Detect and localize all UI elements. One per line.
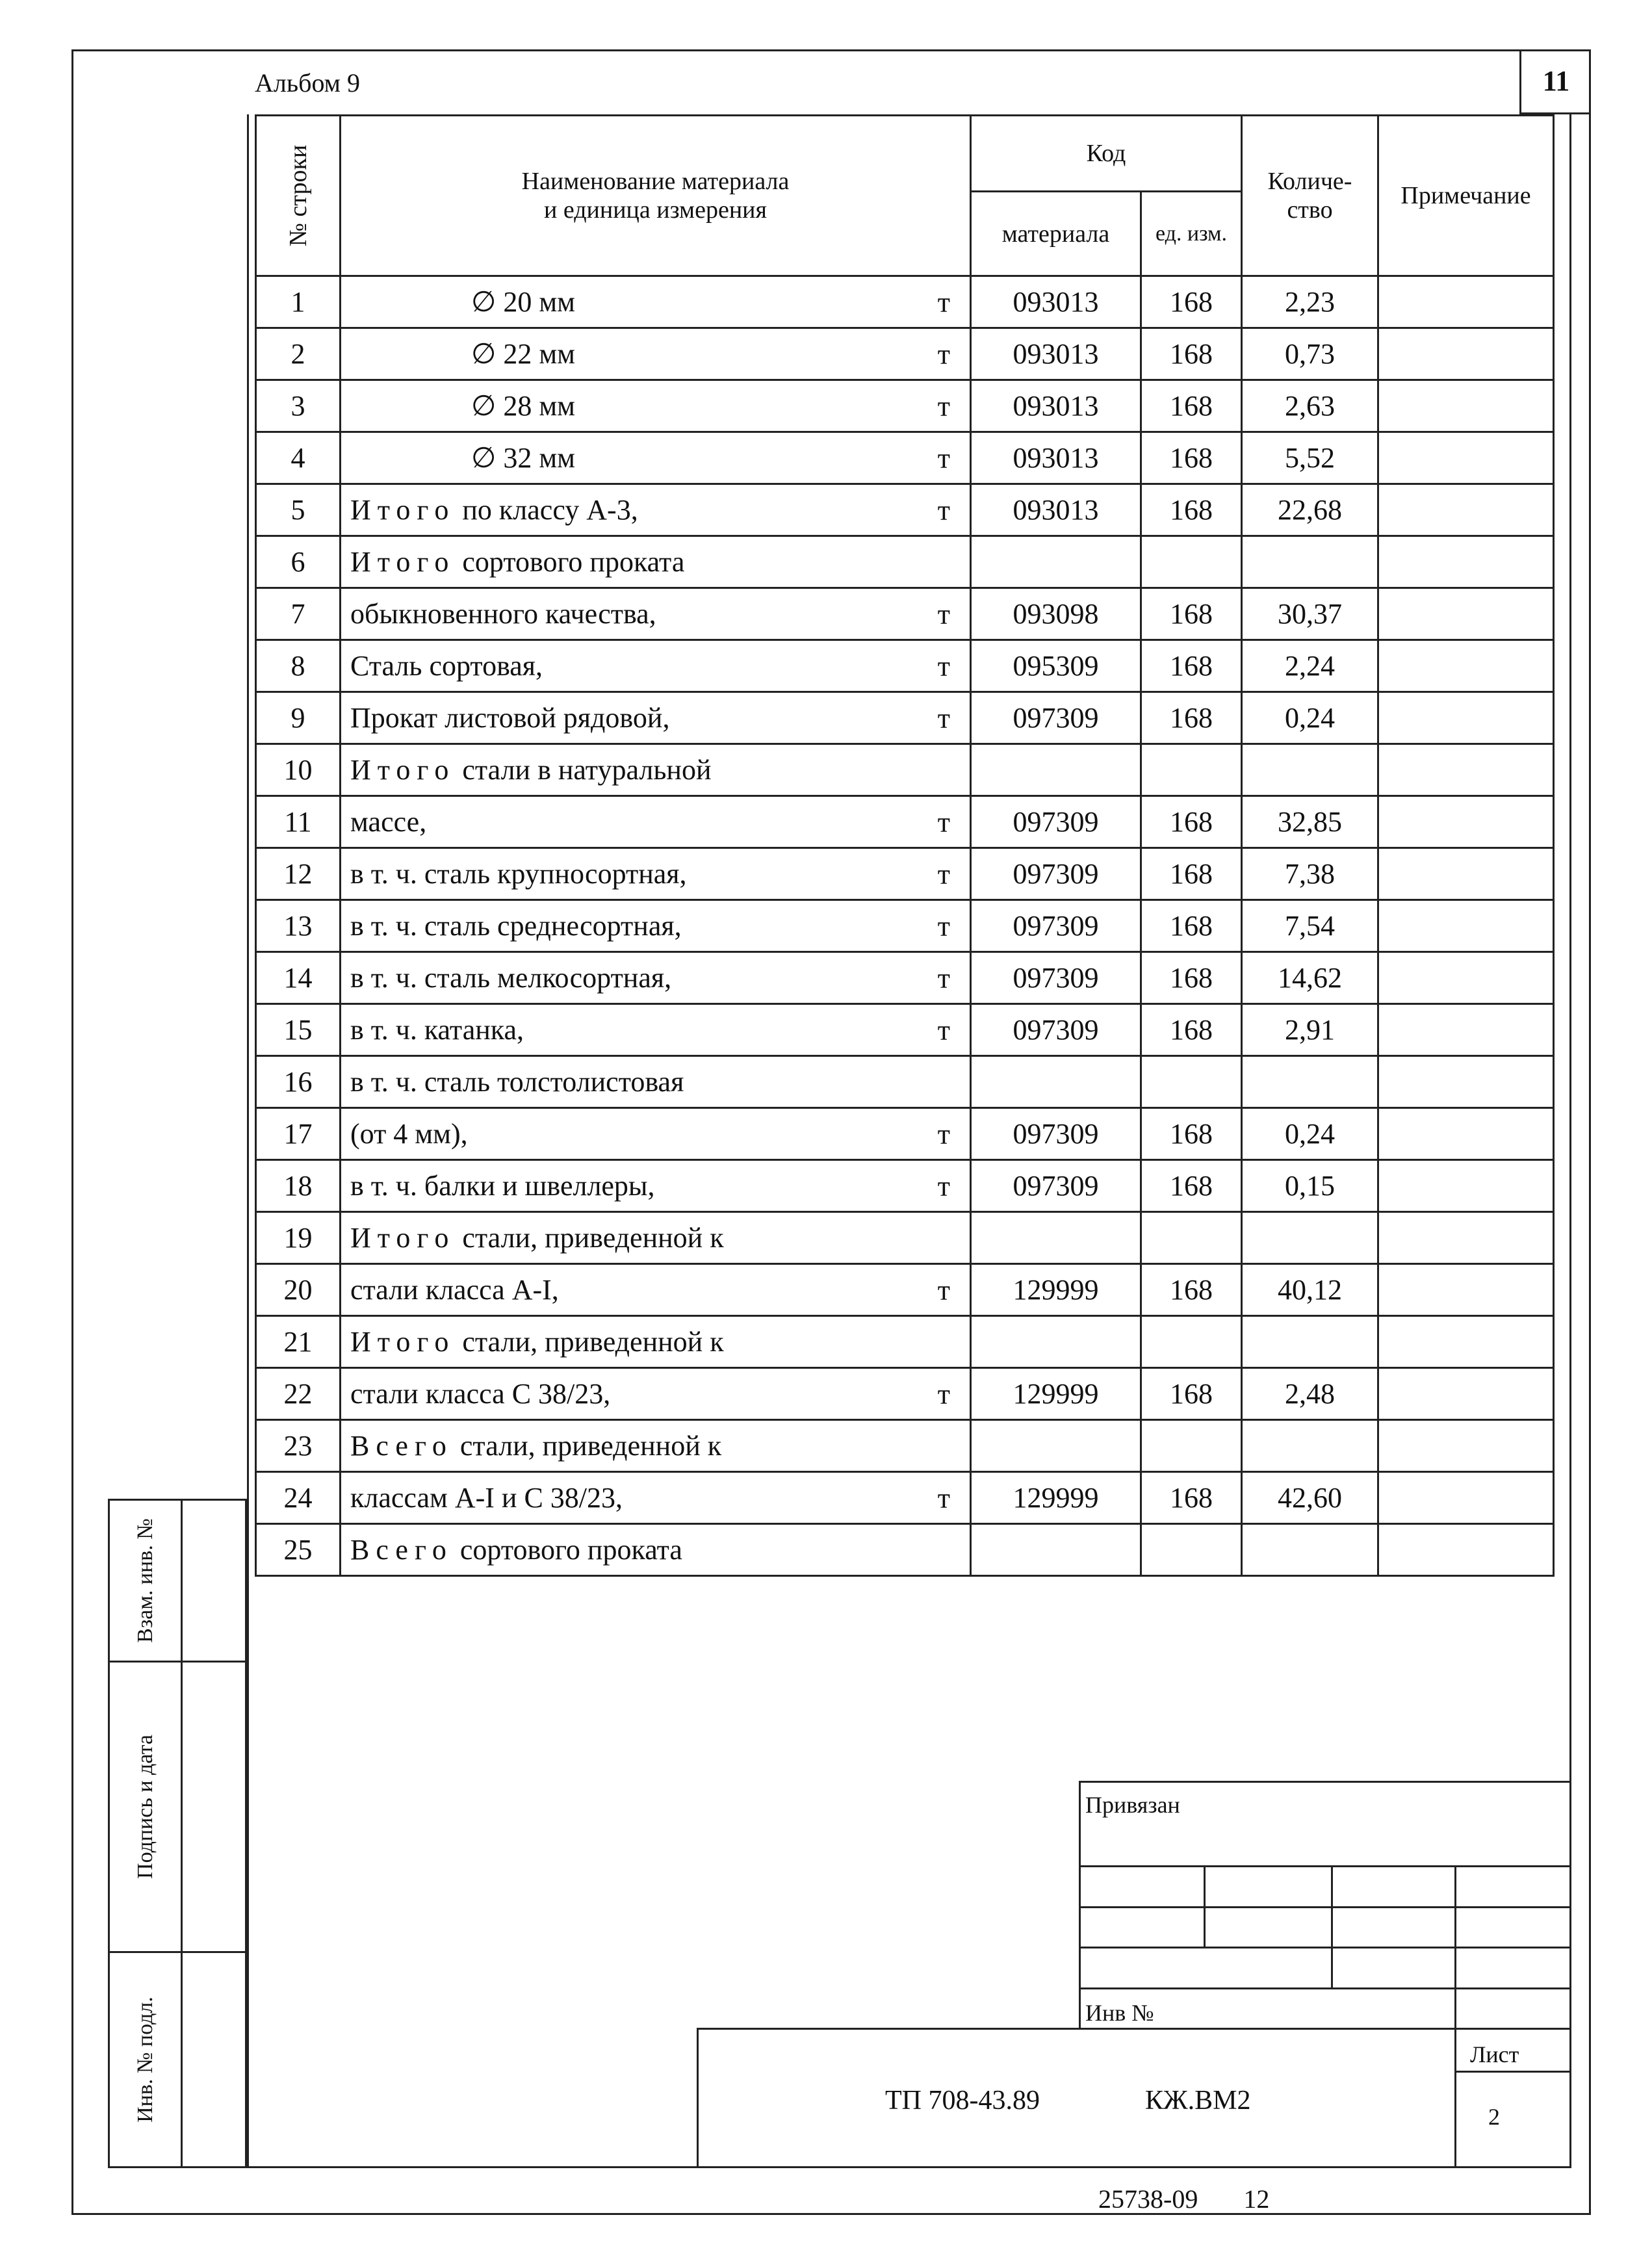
note [1378, 1524, 1554, 1576]
table-row [256, 1264, 1554, 1316]
note [1378, 1316, 1554, 1368]
quantity: 0,24 [1242, 1108, 1378, 1160]
material-name-text: Прокат листовой рядовой, [350, 702, 670, 734]
unit-code: 168 [1141, 432, 1242, 484]
material-name [341, 1160, 971, 1212]
note [1378, 1108, 1554, 1160]
material-name-text: в т. ч. сталь мелкосортная, [350, 962, 672, 994]
table-row [256, 848, 1554, 900]
material-name-text: в т. ч. катанка, [350, 1014, 524, 1046]
note [1378, 692, 1554, 744]
material-code [971, 1316, 1141, 1368]
row-number: 1 [256, 276, 341, 328]
row-number: 14 [256, 952, 341, 1004]
material-name-text: стали класса А-I, [350, 1274, 559, 1306]
sheet-value: 2 [1488, 2104, 1500, 2130]
side-stamp-podpis: Подпись и дата [108, 1661, 247, 1953]
quantity [1242, 744, 1378, 796]
material-name [341, 692, 971, 744]
note [1378, 380, 1554, 432]
row-number: 18 [256, 1160, 341, 1212]
table-row [256, 484, 1554, 536]
note [1378, 432, 1554, 484]
material-name [341, 1472, 971, 1524]
side-stamp-vzam: Взам. инв. № [108, 1499, 247, 1663]
quantity: 7,38 [1242, 848, 1378, 900]
quantity: 42,60 [1242, 1472, 1378, 1524]
note [1378, 1472, 1554, 1524]
material-name-text: в т. ч. сталь крупносортная, [350, 858, 687, 890]
note [1378, 744, 1554, 796]
unit-code: 168 [1141, 952, 1242, 1004]
note [1378, 1368, 1554, 1420]
doc-mark: КЖ.ВМ2 [1145, 2086, 1251, 2116]
note [1378, 276, 1554, 328]
unit-label: т [937, 598, 950, 630]
unit-code: 168 [1141, 276, 1242, 328]
material-code [971, 1056, 1141, 1108]
material-name-text: стали класса С 38/23, [350, 1378, 611, 1410]
unit-label: т [937, 1014, 950, 1046]
material-code: 097309 [971, 796, 1141, 848]
row-number: 19 [256, 1212, 341, 1264]
note [1378, 952, 1554, 1004]
unit-code [1141, 1420, 1242, 1472]
unit-code: 168 [1141, 900, 1242, 952]
note [1378, 1212, 1554, 1264]
table-row [256, 900, 1554, 952]
table-row [256, 1056, 1554, 1108]
table-row [256, 1108, 1554, 1160]
material-code: 093098 [971, 588, 1141, 640]
table-row [256, 328, 1554, 380]
unit-code: 168 [1141, 1368, 1242, 1420]
table-row [256, 1368, 1554, 1420]
album-label: Альбом 9 [255, 68, 360, 97]
unit-label: т [937, 702, 950, 734]
quantity: 30,37 [1242, 588, 1378, 640]
table-row [256, 692, 1554, 744]
note [1378, 484, 1554, 536]
row-number: 3 [256, 380, 341, 432]
quantity: 2,48 [1242, 1368, 1378, 1420]
quantity: 2,23 [1242, 276, 1378, 328]
unit-code: 168 [1141, 692, 1242, 744]
table-row [256, 588, 1554, 640]
unit-label: т [937, 494, 950, 526]
row-number: 7 [256, 588, 341, 640]
quantity: 0,73 [1242, 328, 1378, 380]
material-name-text: обыкновенного качества, [350, 598, 656, 630]
material-name-text: в т. ч. сталь толстолистовая [350, 1066, 684, 1098]
unit-code: 168 [1141, 640, 1242, 692]
unit-code [1141, 1056, 1242, 1108]
unit-code: 168 [1141, 1264, 1242, 1316]
unit-code: 168 [1141, 796, 1242, 848]
unit-label: т [937, 1378, 950, 1410]
unit-code [1141, 1212, 1242, 1264]
row-number: 9 [256, 692, 341, 744]
col-row-number: № строки [256, 116, 341, 276]
col-code: Код [971, 116, 1242, 192]
material-code: 129999 [971, 1264, 1141, 1316]
row-number: 8 [256, 640, 341, 692]
quantity: 7,54 [1242, 900, 1378, 952]
row-number: 23 [256, 1420, 341, 1472]
unit-code: 168 [1141, 328, 1242, 380]
quantity: 14,62 [1242, 952, 1378, 1004]
material-name [341, 1004, 971, 1056]
material-name-text: Итого стали, приведенной к [350, 1222, 724, 1254]
row-number: 12 [256, 848, 341, 900]
material-code: 129999 [971, 1368, 1141, 1420]
table-row [256, 1524, 1554, 1576]
material-name-text: Итого по классу А-3, [350, 494, 638, 526]
col-material-name: Наименование материала и единица измерения [341, 116, 971, 276]
material-name [341, 1420, 971, 1472]
material-name-text: ∅ 22 мм [471, 338, 576, 370]
row-number: 16 [256, 1056, 341, 1108]
unit-label: т [937, 1482, 950, 1514]
material-code [971, 1212, 1141, 1264]
material-name [341, 640, 971, 692]
material-code [971, 1524, 1141, 1576]
quantity [1242, 1212, 1378, 1264]
unit-label: т [937, 1274, 950, 1306]
material-name-text: ∅ 32 мм [471, 442, 576, 474]
material-code: 129999 [971, 1472, 1141, 1524]
quantity: 5,52 [1242, 432, 1378, 484]
unit-code: 168 [1141, 1160, 1242, 1212]
unit-label: т [937, 910, 950, 942]
table-row [256, 744, 1554, 796]
unit-label: т [937, 338, 950, 370]
material-name-text: Итого стали, приведенной к [350, 1326, 724, 1358]
materials-table [255, 114, 1555, 1577]
table-row [256, 276, 1554, 328]
unit-label: т [937, 650, 950, 682]
note [1378, 796, 1554, 848]
table-row [256, 1004, 1554, 1056]
quantity [1242, 1316, 1378, 1368]
quantity [1242, 1524, 1378, 1576]
row-number: 4 [256, 432, 341, 484]
note [1378, 328, 1554, 380]
table-row [256, 1420, 1554, 1472]
material-name [341, 1264, 971, 1316]
material-code [971, 744, 1141, 796]
material-name [341, 276, 971, 328]
footer-page: 12 [1243, 2184, 1270, 2214]
material-name-text: массе, [350, 806, 427, 838]
row-number: 2 [256, 328, 341, 380]
note [1378, 900, 1554, 952]
note [1378, 848, 1554, 900]
unit-label: т [937, 858, 950, 890]
quantity [1242, 1420, 1378, 1472]
material-name [341, 1524, 971, 1576]
col-code-material: материала [971, 192, 1141, 276]
row-number: 5 [256, 484, 341, 536]
unit-code: 168 [1141, 1108, 1242, 1160]
table-row [256, 640, 1554, 692]
material-code: 097309 [971, 1004, 1141, 1056]
material-code: 093013 [971, 380, 1141, 432]
note [1378, 1004, 1554, 1056]
quantity: 0,15 [1242, 1160, 1378, 1212]
side-stamp-inv: Инв. № подл. [108, 1951, 247, 2168]
material-code [971, 1420, 1141, 1472]
unit-code [1141, 1524, 1242, 1576]
note [1378, 640, 1554, 692]
archive-number: 25738-09 [1098, 2184, 1198, 2214]
material-name [341, 900, 971, 952]
quantity: 2,24 [1242, 640, 1378, 692]
quantity: 0,24 [1242, 692, 1378, 744]
material-name-text: классам А-I и С 38/23, [350, 1482, 623, 1514]
material-name-text: в т. ч. балки и швеллеры, [350, 1170, 655, 1202]
material-code: 093013 [971, 328, 1141, 380]
note [1378, 1160, 1554, 1212]
sheet-label: Лист [1470, 2041, 1519, 2067]
row-number: 25 [256, 1524, 341, 1576]
material-name [341, 744, 971, 796]
page-number: 11 [1519, 49, 1591, 114]
material-name [341, 1316, 971, 1368]
unit-label: т [937, 390, 950, 422]
note [1378, 1420, 1554, 1472]
archive-footer [1098, 2184, 1269, 2214]
col-code-unit: ед. изм. [1141, 192, 1242, 276]
row-number: 22 [256, 1368, 341, 1420]
table-row [256, 536, 1554, 588]
material-name [341, 484, 971, 536]
material-name-text: ∅ 28 мм [471, 390, 576, 422]
material-name [341, 1212, 971, 1264]
material-name-text: в т. ч. сталь среднесортная, [350, 910, 682, 942]
unit-label: т [937, 962, 950, 994]
quantity [1242, 536, 1378, 588]
doc-code: ТП 708-43.89 [885, 2086, 1040, 2116]
table-row [256, 1212, 1554, 1264]
row-number: 24 [256, 1472, 341, 1524]
material-name [341, 796, 971, 848]
unit-code: 168 [1141, 1472, 1242, 1524]
material-code: 093013 [971, 432, 1141, 484]
material-name-text: Итого сортового проката [350, 546, 685, 578]
unit-code: 168 [1141, 380, 1242, 432]
material-code: 097309 [971, 952, 1141, 1004]
material-name-text: Итого стали в натуральной [350, 754, 712, 786]
col-quantity: Количе- ство [1242, 116, 1378, 276]
material-name-text: Всего сортового проката [350, 1534, 682, 1566]
unit-code: 168 [1141, 1004, 1242, 1056]
col-note: Примечание [1378, 116, 1554, 276]
note [1378, 1264, 1554, 1316]
row-number: 17 [256, 1108, 341, 1160]
unit-label: т [937, 1118, 950, 1150]
quantity: 2,63 [1242, 380, 1378, 432]
table-row [256, 1316, 1554, 1368]
privyazan-label: Привязан [1085, 1792, 1180, 1818]
material-name-text: (от 4 мм), [350, 1118, 468, 1150]
row-number: 6 [256, 536, 341, 588]
unit-label: т [937, 806, 950, 838]
material-name [341, 328, 971, 380]
row-number: 15 [256, 1004, 341, 1056]
unit-label: т [937, 286, 950, 318]
unit-code [1141, 536, 1242, 588]
material-code [971, 536, 1141, 588]
note [1378, 1056, 1554, 1108]
material-name [341, 1056, 971, 1108]
material-name [341, 432, 971, 484]
row-number: 21 [256, 1316, 341, 1368]
quantity: 40,12 [1242, 1264, 1378, 1316]
unit-code: 168 [1141, 848, 1242, 900]
note [1378, 536, 1554, 588]
material-name [341, 952, 971, 1004]
material-code: 097309 [971, 900, 1141, 952]
material-code: 095309 [971, 640, 1141, 692]
material-name [341, 380, 971, 432]
quantity [1242, 1056, 1378, 1108]
material-name [341, 1368, 971, 1420]
table-row [256, 380, 1554, 432]
material-name [341, 588, 971, 640]
material-name-text: ∅ 20 мм [471, 286, 576, 318]
table-row [256, 796, 1554, 848]
material-code: 097309 [971, 1160, 1141, 1212]
table-row [256, 1472, 1554, 1524]
row-number: 20 [256, 1264, 341, 1316]
row-number: 11 [256, 796, 341, 848]
unit-code [1141, 1316, 1242, 1368]
note [1378, 588, 1554, 640]
quantity: 2,91 [1242, 1004, 1378, 1056]
material-name-text: Всего стали, приведенной к [350, 1430, 722, 1462]
material-name [341, 1108, 971, 1160]
quantity: 22,68 [1242, 484, 1378, 536]
table-row [256, 432, 1554, 484]
material-code: 097309 [971, 1108, 1141, 1160]
material-code: 093013 [971, 276, 1141, 328]
material-name [341, 848, 971, 900]
quantity: 32,85 [1242, 796, 1378, 848]
table-row [256, 952, 1554, 1004]
unit-code: 168 [1141, 484, 1242, 536]
material-code: 097309 [971, 692, 1141, 744]
material-name [341, 536, 971, 588]
unit-label: т [937, 1170, 950, 1202]
table-row [256, 1160, 1554, 1212]
material-name-text: Сталь сортовая, [350, 650, 543, 682]
material-code: 097309 [971, 848, 1141, 900]
unit-label: т [937, 442, 950, 474]
row-number: 10 [256, 744, 341, 796]
unit-code [1141, 744, 1242, 796]
row-number: 13 [256, 900, 341, 952]
material-code: 093013 [971, 484, 1141, 536]
inv-no-label: Инв № [1085, 2000, 1154, 2026]
unit-code: 168 [1141, 588, 1242, 640]
